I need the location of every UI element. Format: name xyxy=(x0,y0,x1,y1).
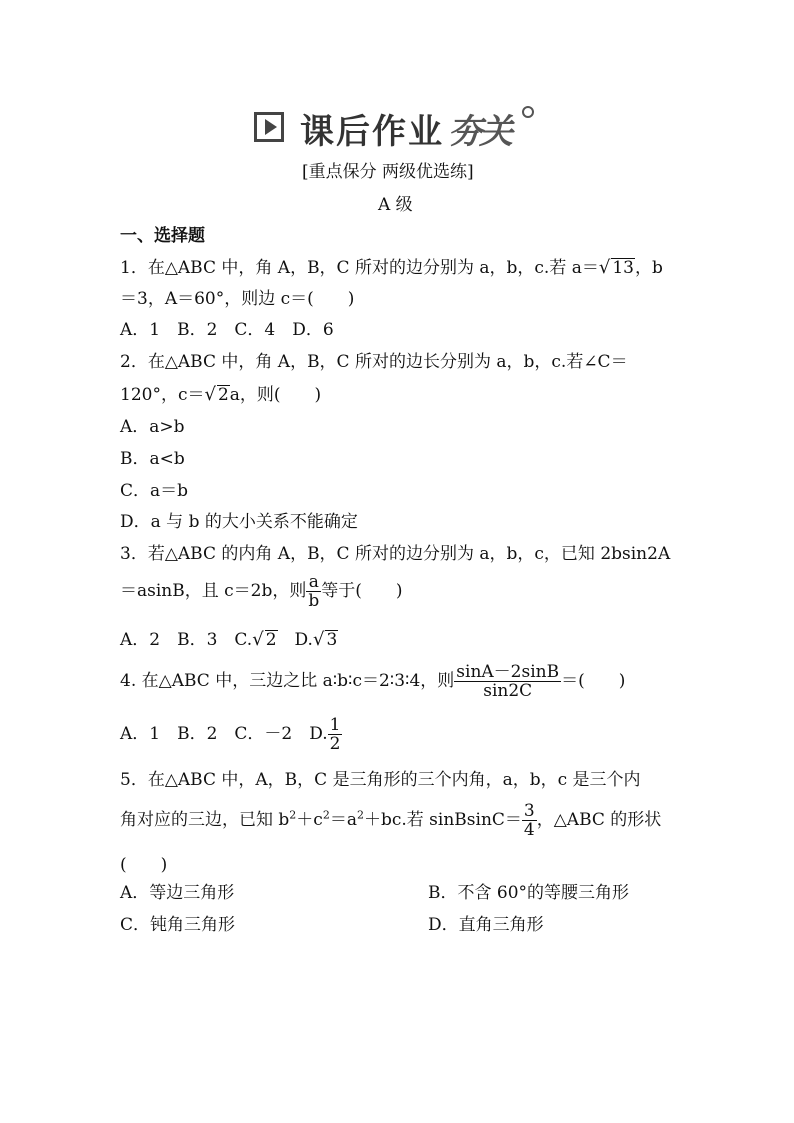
q5-line1: 5．在△ABC 中，A，B，C 是三角形的三个内角，a，b，c 是三个内 xyxy=(120,770,641,790)
q4-text: A．1 B．2 C．－2 D. xyxy=(120,724,328,744)
fraction-numerator: a xyxy=(306,573,321,592)
q2-option-c: C．a＝b xyxy=(120,481,189,501)
fraction-denominator: 2 xyxy=(329,734,341,754)
q3-fraction xyxy=(306,573,321,610)
fraction-denominator: 4 xyxy=(523,820,535,840)
q4-text: 4. 在△ABC 中，三边之比 a∶b∶c＝2∶3∶4，则 xyxy=(120,671,455,691)
q3-options xyxy=(120,630,338,650)
sqrt-icon: √ xyxy=(204,384,216,405)
q1-radicand: 13 xyxy=(612,258,634,278)
q2-option-b: B．a<b xyxy=(120,449,185,469)
q3-text: A．2 B．3 C. xyxy=(120,630,253,650)
q5-line3: ( ) xyxy=(120,855,168,875)
page-title: 课后作业 xyxy=(300,112,444,152)
fraction-numerator: 3 xyxy=(523,801,535,821)
sqrt-icon: √ xyxy=(252,629,264,650)
q2-radicand: 2 xyxy=(217,385,229,405)
q3-text: D. xyxy=(277,630,313,650)
q4-option-d-fraction xyxy=(328,716,343,753)
q3-line1: 3．若△ABC 的内角 A，B，C 所对的边分别为 a，b，c，已知 2bsin2A xyxy=(120,544,671,564)
q4-fraction xyxy=(454,663,561,700)
page-subtitle: [重点保分 两级优选练] xyxy=(302,162,474,182)
q2-line1: 2．在△ABC 中，角 A，B，C 所对的边长分别为 a，b，c.若∠C＝ xyxy=(120,352,628,372)
superscript: 2 xyxy=(322,808,330,822)
play-icon xyxy=(254,112,284,142)
q2-text: 120°，c＝ xyxy=(120,385,205,405)
level-label: A 级 xyxy=(378,195,413,215)
q3-radicand: 2 xyxy=(265,630,277,650)
brand-logo: 夯关 xyxy=(448,112,510,152)
fraction-numerator: 1 xyxy=(329,715,341,735)
q4-options xyxy=(120,716,342,753)
q2-line2 xyxy=(120,385,321,405)
q2-option-d: D．a 与 b 的大小关系不能确定 xyxy=(120,512,358,532)
superscript: 2 xyxy=(289,808,297,822)
sqrt-icon: √ xyxy=(598,257,611,278)
q5-line2 xyxy=(120,802,661,839)
q1-text: ，b xyxy=(634,258,663,278)
q5-text: ＋c xyxy=(296,810,323,830)
fraction-numerator: sinA－2sinB xyxy=(456,662,560,682)
q5-option-c: C．钝角三角形 xyxy=(120,915,236,935)
q2-text: a，则( ) xyxy=(229,385,322,405)
sqrt-icon: √ xyxy=(312,629,325,650)
q3-line2 xyxy=(120,573,403,610)
q4-line xyxy=(120,663,625,700)
q5-option-a: A．等边三角形 xyxy=(120,883,235,903)
q5-fraction xyxy=(522,802,537,839)
q3-text: ＝asinB，且 c＝2b，则 xyxy=(120,581,307,601)
q5-text: ＋bc.若 sinBsinC＝ xyxy=(363,810,522,830)
superscript: 2 xyxy=(356,808,364,822)
q3-radicand: 3 xyxy=(326,630,338,650)
q4-text: ＝( ) xyxy=(561,671,626,691)
section-heading: 一、选择题 xyxy=(120,226,205,246)
logo-mark-icon xyxy=(522,106,534,118)
q5-text: 角对应的三边，已知 b xyxy=(120,810,290,830)
q2-option-a: A．a>b xyxy=(120,417,185,437)
q1-options: A．1 B．2 C．4 D．6 xyxy=(120,320,334,340)
q1-text: 1．在△ABC 中，角 A，B，C 所对的边分别为 a，b，c.若 a＝ xyxy=(120,258,599,278)
q5-text: ，△ABC 的形状 xyxy=(536,810,662,830)
fraction-denominator: b xyxy=(308,591,320,611)
q3-text: 等于( ) xyxy=(321,581,403,601)
fraction-denominator: sin2C xyxy=(483,681,533,701)
q1-line1 xyxy=(120,258,663,278)
q5-option-b: B．不含 60°的等腰三角形 xyxy=(428,883,630,903)
q5-option-d: D．直角三角形 xyxy=(428,915,544,935)
q5-text: ＝a xyxy=(329,810,357,830)
q1-line2: ＝3，A＝60°，则边 c＝( ) xyxy=(120,289,355,309)
